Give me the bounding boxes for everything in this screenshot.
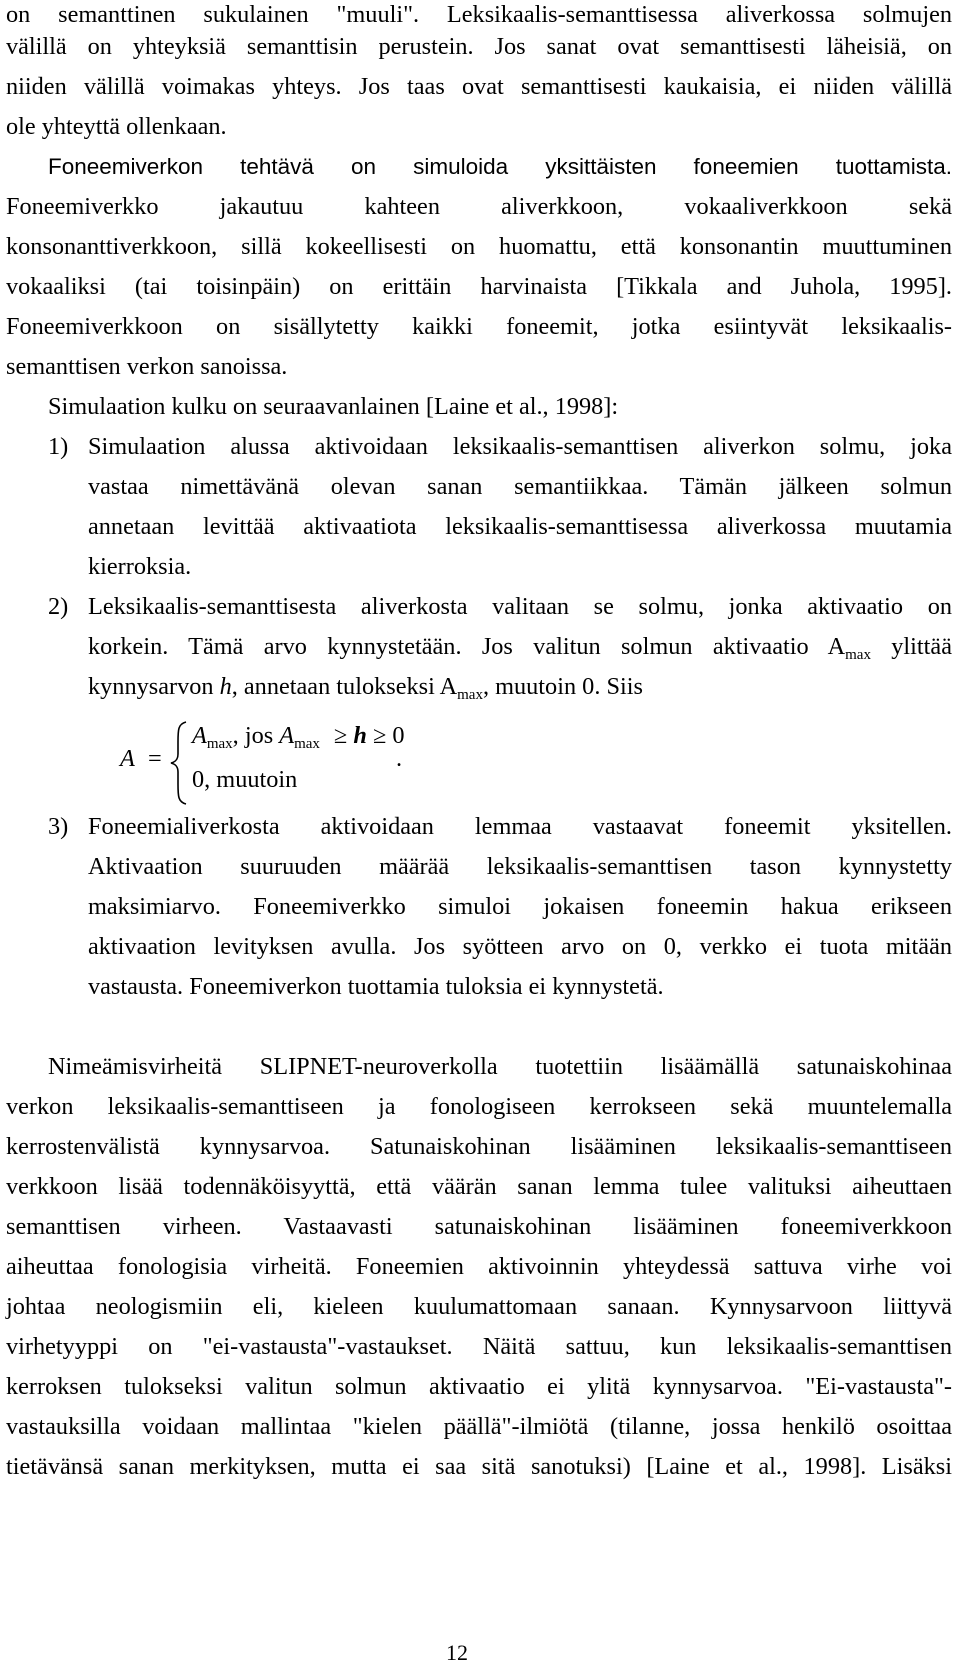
- text-line: johtaa neologismiin eli, kieleen kuulumattomaan sanaan. Kynnysarvoon liittyvä: [6, 1293, 952, 1320]
- list-number: 2): [48, 593, 69, 620]
- formula-case-1: [192, 722, 405, 750]
- list-item-line: [88, 632, 952, 662]
- text-run: , annetaan tulokseksi A: [231, 673, 458, 700]
- text-run: kynnysarvon: [88, 673, 220, 700]
- text-line: semanttisen virheen. Vastaavasti satunaiskohinan lisääminen foneemiverkkoon: [6, 1213, 952, 1240]
- text-line: vastauksilla voidaan mallintaa "kielen päällä"-ilmiötä (tilanne, jossa henkilö osoittaa: [6, 1413, 952, 1440]
- text-line: virhetyyppi on "ei-vastausta"-vastaukset. Näitä sattuu, kun leksikaalis-semanttisen: [6, 1333, 952, 1360]
- ge-sign: ≥: [333, 722, 348, 749]
- text-run: , jos: [232, 722, 280, 749]
- text-line: Foneemiverkkoon on sisällytetty kaikki foneemit, jotka esiintyvät leksikaalis-: [6, 313, 952, 340]
- text-line: verkkoon lisää todennäköisyyttä, että väärän sanan lemma tulee valituksi aiheuttaen: [6, 1173, 952, 1200]
- text-line: verkon leksikaalis-semanttiseen ja fonologiseen kerrokseen sekä muuntelemalla: [6, 1093, 952, 1120]
- list-item-line: vastaa nimettävänä olevan sanan semantiikkaa. Tämän jälkeen solmun: [88, 473, 952, 500]
- text-line: ole yhteyttä ollenkaan.: [6, 113, 227, 140]
- text-line: kerrostenvälistä kynnysarvoa. Satunaiskohinan lisääminen leksikaalis-semanttiseen: [6, 1133, 952, 1160]
- list-item-line: Leksikaalis-semanttisesta aliverkosta valitaan se solmu, jonka aktivaatio on: [88, 593, 952, 620]
- text-line: vokaaliksi (tai toisinpäin) on erittäin harvinaista [Tikkala and Juhola, 1995].: [6, 273, 952, 300]
- text-line: Foneemiverkon tehtävä on simuloida yksittäisten foneemien tuottamista.: [48, 154, 952, 179]
- list-item-line: kierroksia.: [88, 553, 192, 580]
- text-line: Simulaation kulku on seuraavanlainen [Laine et al., 1998]:: [48, 393, 619, 420]
- subscript: max: [206, 736, 233, 752]
- formula-period: .: [396, 745, 403, 772]
- formula-var: h: [353, 722, 367, 749]
- list-item-line: vastausta. Foneemiverkon tuottamia tuloksia ei kynnystetä.: [88, 973, 664, 1000]
- formula-lhs: A: [120, 745, 135, 772]
- subscript: max: [457, 687, 483, 703]
- subscript: max: [294, 736, 320, 752]
- text-line: kerroksen tulokseksi valitun solmun aktivaatio ei ylitä kynnysarvoa. "Ei-vastausta"-: [6, 1373, 952, 1400]
- list-item-line: [88, 672, 952, 702]
- variable-h: h: [219, 673, 232, 700]
- list-item-line: maksimiarvo. Foneemiverkko simuloi jokaisen foneemin hakua erikseen: [88, 893, 952, 920]
- list-item-line: Foneemialiverkosta aktivoidaan lemmaa vastaavat foneemit yksitellen.: [88, 813, 952, 840]
- text-run: , muutoin 0. Siis: [482, 673, 643, 700]
- text-line: niiden välillä voimakas yhteys. Jos taas ovat semanttisesti kaukaisia, ei niiden välillä: [6, 73, 952, 100]
- formula-case-2: 0, muutoin: [192, 766, 298, 793]
- text-line: konsonanttiverkkoon, sillä kokeellisesti on huomattu, että konsonantin muuttuminen: [6, 233, 952, 260]
- formula-var: A: [192, 722, 207, 749]
- piecewise-formula: [120, 720, 440, 806]
- text-run: ≥ 0: [372, 722, 405, 749]
- list-item-line: Aktivaation suuruuden määrää leksikaalis-semanttisen tason kynnystetty: [88, 853, 952, 880]
- list-item-line: annetaan levittää aktivaatiota leksikaalis-semanttisessa aliverkossa muutamia: [88, 513, 952, 540]
- list-item-line: Simulaation alussa aktivoidaan leksikaalis-semanttisen aliverkon solmu, joka: [88, 433, 952, 460]
- text-line: on semanttinen sukulainen "muuli". Leksikaalis-semanttisessa aliverkossa solmujen: [6, 1, 952, 28]
- subscript: max: [845, 647, 871, 663]
- text-line: tietävänsä sanan merkityksen, mutta ei saa sitä sanotuksi) [Laine et al., 1998]. Lisäksi: [6, 1453, 952, 1480]
- text-line: Nimeämisvirheitä SLIPNET-neuroverkolla tuotettiin lisäämällä satunaiskohinaa: [48, 1053, 952, 1080]
- list-number: 1): [48, 433, 69, 460]
- text-line: aiheuttaa fonologisia virheitä. Foneemien aktivoinnin yhteydessä sattuva virhe voi: [6, 1253, 952, 1280]
- page-number: 12: [446, 1640, 468, 1665]
- text-line: semanttisen verkon sanoissa.: [6, 353, 288, 380]
- list-number: 3): [48, 813, 69, 840]
- list-item-line: aktivaation levityksen avulla. Jos syötteen arvo on 0, verkko ei tuota mitään: [88, 933, 952, 960]
- text-run: ylittää: [870, 633, 952, 660]
- text-line: välillä on yhteyksiä semanttisin perustein. Jos sanat ovat semanttisesti läheisiä, on: [6, 33, 952, 60]
- text-run: korkein. Tämä arvo kynnystetään. Jos valitun solmun aktivaatio A: [88, 633, 846, 660]
- equals-sign: =: [148, 745, 162, 772]
- text-line: Foneemiverkko jakautuu kahteen aliverkkoon, vokaaliverkkoon sekä: [6, 193, 952, 220]
- left-brace-icon: [168, 720, 190, 806]
- formula-var: A: [279, 722, 295, 749]
